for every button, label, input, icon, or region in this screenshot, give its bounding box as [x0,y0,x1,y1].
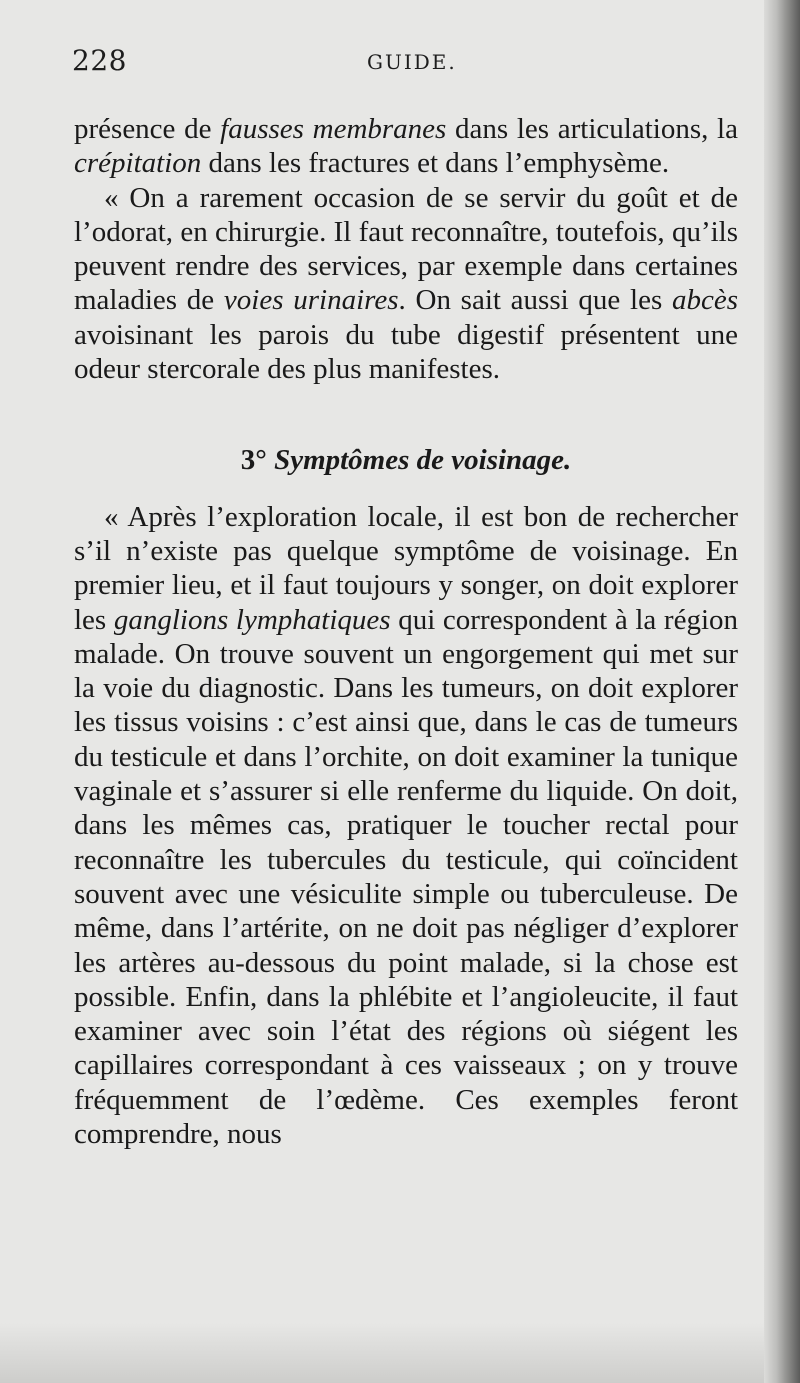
paragraph-1 [74,112,738,181]
body-text [74,112,738,1151]
text-segment: . On sait aussi que les [398,284,672,317]
page-number: 228 [72,44,127,77]
text-segment: qui correspondent à la région malade. On trouve souvent un engorgement qui met sur la voie du diagnostic. Dans les tumeurs, on doit explorer les tissus voisins : c’est ainsi que, dans le cas de tumeurs du testicule et dans l’orchite, on doit examiner la tunique vaginale et s’assurer si elle renferme du liquide. On doit, dans les mêmes cas, pratiquer le toucher rectal pour reconnaître les tubercules du testicule, qui coïncident souvent avec une vésiculite simple ou tuberculeuse. De même, dans l’artérite, on ne doit pas négliger d’explorer les artères au-dessous du point malade, si la chose est possible. Enfin, dans la phlébite et l’angioleucite, il faut examiner avec soin l’état des régions où siégent les capillaires correspondant à ces vaisseaux ; on y trouve fréquemment de l’œdème. Ces exemples feront comprendre, nous [74,603,739,1151]
page-bottom-shading [0,1323,800,1383]
paragraph-3 [74,500,738,1152]
text-segment: avoisinant les parois du tube digestif présentent une odeur stercorale des plus manifestes. [74,318,738,386]
text-segment: dans les articulations, la [446,113,738,145]
text-segment: « On a rarement occasion de se servir du goût et de l’odorat, en chirurgie. Il faut reconnaître, toutefois, qu’ils peuvent rendre des services, par exemple dans certaines maladies de [74,181,738,317]
section-title: Symptômes de voisinage. [274,444,572,477]
italic-segment: fausses membranes [220,113,447,145]
section-heading [74,386,738,499]
page-header [72,44,762,84]
section-number: 3° [240,444,267,477]
italic-segment: abcès [671,284,738,317]
text-segment: « Après l’exploration locale, il est bon de rechercher s’il n’existe pas quelque symptôme de voisinage. En premier lieu, et il faut toujours y songer, on doit explorer les [74,500,738,636]
text-segment: présence de [74,113,221,145]
italic-segment: voies urinaires [223,284,399,317]
text-segment: dans les fractures et dans l’emphysème. [201,147,670,180]
italic-segment: crépitation [74,147,202,180]
paragraph-2 [74,181,738,387]
italic-segment: ganglions lymphatiques [113,603,391,636]
running-head: GUIDE. [367,50,457,74]
page-edge-shadow [764,0,800,1383]
